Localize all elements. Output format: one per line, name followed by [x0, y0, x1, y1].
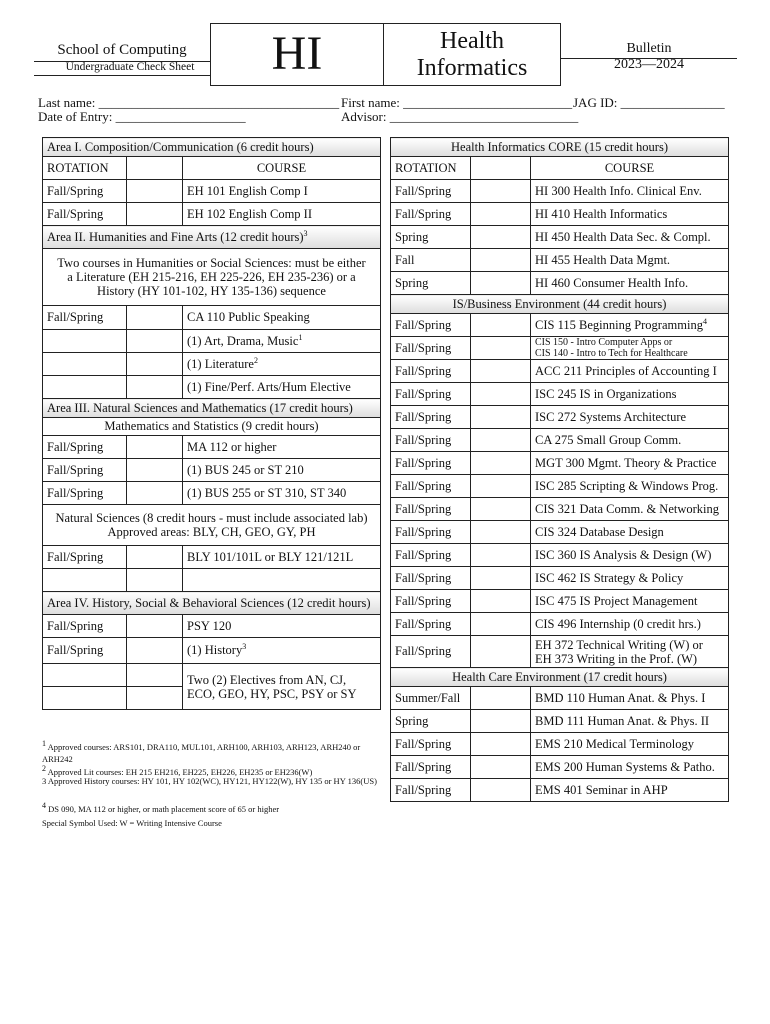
rotation-cell [43, 376, 127, 399]
course-cell: ISC 245 IS in Organizations [531, 383, 729, 406]
footnote-4 [42, 800, 377, 815]
footnote-marker: 3 [242, 642, 247, 652]
grade-cell[interactable] [127, 330, 183, 353]
area-3-header: Area III. Natural Sciences and Mathematics (17 credit hours) [43, 399, 381, 418]
area-4-header: Area IV. History, Social & Behavioral Sciences (12 credit hours) [43, 592, 381, 615]
course-cell: CIS 496 Internship (0 credit hrs.) [531, 613, 729, 636]
rotation-cell: Fall/Spring [43, 436, 127, 459]
rotation-cell: Fall/Spring [391, 636, 471, 668]
grade-cell[interactable] [471, 544, 531, 567]
core-header: Health Informatics CORE (15 credit hours) [391, 138, 729, 157]
program-title [384, 23, 561, 86]
grade-cell[interactable] [471, 337, 531, 360]
jag-id-field[interactable]: JAG ID: ________________ [573, 95, 725, 110]
major-requirements-table [390, 137, 729, 802]
course-cell: EMS 200 Human Systems & Patho. [531, 756, 729, 779]
bulletin-years: 2023—2024 [614, 57, 684, 72]
grade-cell[interactable] [127, 203, 183, 226]
rotation-cell: Fall/Spring [391, 779, 471, 802]
grade-cell[interactable] [127, 436, 183, 459]
course-cell [531, 636, 729, 668]
course-text: CIS 115 Beginning Programming [535, 318, 703, 333]
area-1-header: Area I. Composition/Communication (6 credit hours) [43, 138, 381, 157]
rotation-cell: Fall [391, 249, 471, 272]
course-cell: ISC 285 Scripting & Windows Prog. [531, 475, 729, 498]
bulletin-label: Bulletin [626, 41, 672, 56]
course-cell [183, 330, 381, 353]
grade-cell[interactable] [127, 376, 183, 399]
rotation-cell: Fall/Spring [391, 521, 471, 544]
course-cell: ISC 272 Systems Architecture [531, 406, 729, 429]
course-text: (1) Literature [187, 357, 254, 372]
course-cell: CA 275 Small Group Comm. [531, 429, 729, 452]
course-cell: (1) BUS 255 or ST 310, ST 340 [183, 482, 381, 505]
rotation-cell: Fall/Spring [391, 544, 471, 567]
grade-cell[interactable] [127, 638, 183, 664]
course-text: (1) History [187, 643, 243, 658]
footnote-1 [42, 738, 377, 765]
grade-cell[interactable] [127, 482, 183, 505]
grade-cell[interactable] [127, 353, 183, 376]
check-column-header [471, 157, 531, 180]
rotation-cell: Fall/Spring [391, 567, 471, 590]
course-cell: (1) Fine/Perf. Arts/Hum Elective [183, 376, 381, 399]
course-cell: HI 450 Health Data Sec. & Compl. [531, 226, 729, 249]
course-cell: CIS 321 Data Comm. & Networking [531, 498, 729, 521]
course-cell: HI 300 Health Info. Clinical Env. [531, 180, 729, 203]
course-cell: CIS 324 Database Design [531, 521, 729, 544]
rotation-cell: Fall/Spring [43, 180, 127, 203]
grade-cell[interactable] [471, 756, 531, 779]
course-cell: HI 455 Health Data Mgmt. [531, 249, 729, 272]
check-column-header [127, 157, 183, 180]
course-cell [183, 569, 381, 592]
grade-cell[interactable] [471, 567, 531, 590]
grade-cell[interactable] [471, 521, 531, 544]
course-cell [531, 337, 729, 360]
course-cell: HI 460 Consumer Health Info. [531, 272, 729, 295]
grade-cell[interactable] [127, 306, 183, 330]
rotation-cell: Fall/Spring [391, 429, 471, 452]
area-2-note: Two courses in Humanities or Social Sciences: must be either a Literature (EH 215-216, EH 225-226, EH 235-236) or a History (HY 101-102, HY 135-136) sequence [43, 249, 381, 306]
rotation-header: ROTATION [391, 157, 471, 180]
rotation-cell: Fall/Spring [43, 615, 127, 638]
electives-cell: Two (2) Electives from AN, CJ, ECO, GEO, HY, PSC, PSY or SY [183, 664, 381, 710]
rotation-cell: Fall/Spring [43, 306, 127, 330]
rotation-cell: Spring [391, 710, 471, 733]
rotation-cell [43, 664, 127, 687]
is-business-header: IS/Business Environment (44 credit hours) [391, 295, 729, 314]
rotation-cell: Fall/Spring [391, 383, 471, 406]
footnote-text: Approved courses: ARS101, DRA110, MUL101, ARH100, ARH103, ARH123, ARH240 or ARH242 [42, 741, 361, 764]
rotation-cell: Fall/Spring [391, 203, 471, 226]
area-2-header [43, 226, 381, 249]
course-cell: ISC 475 IS Project Management [531, 590, 729, 613]
course-cell: EMS 401 Seminar in AHP [531, 779, 729, 802]
rotation-cell: Spring [391, 272, 471, 295]
natural-sciences-note-line1: Natural Sciences (8 credit hours - must include associated lab) [55, 511, 368, 525]
rotation-cell: Fall/Spring [43, 482, 127, 505]
rotation-cell: Fall/Spring [43, 459, 127, 482]
grade-cell[interactable] [127, 546, 183, 569]
course-header: COURSE [531, 157, 729, 180]
rotation-cell: Fall/Spring [391, 733, 471, 756]
rotation-cell: Summer/Fall [391, 687, 471, 710]
footnote-3: 3 Approved History courses: HY 101, HY 102(WC), HY121, HY122(W), HY 135 or HY 136(US) [42, 776, 377, 786]
rotation-cell: Fall/Spring [391, 452, 471, 475]
footnote-text: Approved Lit courses: EH 215 EH216, EH225, EH226, EH235 or EH236(W) [46, 766, 313, 777]
grade-cell[interactable] [471, 733, 531, 756]
grade-cell[interactable] [471, 429, 531, 452]
course-cell: ISC 360 IS Analysis & Design (W) [531, 544, 729, 567]
rotation-cell: Spring [391, 226, 471, 249]
rotation-cell [43, 330, 127, 353]
grade-cell[interactable] [471, 779, 531, 802]
footnote-text: DS 090, MA 112 or higher, or math placement score of 65 or higher [46, 803, 280, 814]
rotation-cell [43, 687, 127, 710]
course-cell: HI 410 Health Informatics [531, 203, 729, 226]
course-text: CIS 150 - Intro Computer Apps or [535, 337, 673, 348]
course-header: COURSE [183, 157, 381, 180]
rotation-header: ROTATION [43, 157, 127, 180]
health-care-header: Health Care Environment (17 credit hours) [391, 668, 729, 687]
course-cell: BMD 111 Human Anat. & Phys. II [531, 710, 729, 733]
grade-cell[interactable] [471, 475, 531, 498]
course-cell: EH 102 English Comp II [183, 203, 381, 226]
rotation-cell: Fall/Spring [391, 613, 471, 636]
natural-sciences-note-line2: Approved areas: BLY, CH, GEO, GY, PH [107, 525, 316, 539]
grade-cell[interactable] [127, 687, 183, 710]
footnote-marker: 2 [42, 764, 46, 773]
advisor-field[interactable]: Advisor: _____________________________ [341, 109, 579, 124]
course-cell: BMD 110 Human Anat. & Phys. I [531, 687, 729, 710]
footnote-marker: 2 [253, 355, 258, 365]
rotation-cell: Fall/Spring [391, 756, 471, 779]
course-text: EH 372 Technical Writing (W) or [535, 637, 703, 652]
rotation-cell [43, 569, 127, 592]
divider [34, 75, 210, 76]
course-cell: EMS 210 Medical Terminology [531, 733, 729, 756]
rotation-cell: Fall/Spring [391, 360, 471, 383]
grade-cell[interactable] [471, 687, 531, 710]
school-name: School of Computing [57, 42, 187, 58]
bulletin [561, 41, 737, 73]
grade-cell[interactable] [127, 664, 183, 687]
general-education-table [42, 137, 381, 710]
rotation-cell: Fall/Spring [391, 314, 471, 337]
course-cell: (1) BUS 245 or ST 210 [183, 459, 381, 482]
grade-cell[interactable] [471, 383, 531, 406]
course-cell [183, 638, 381, 664]
course-text: (1) Art, Drama, Music [187, 334, 299, 349]
footnote-marker: 3 [303, 228, 308, 238]
check-sheet-subtitle: Undergraduate Check Sheet [65, 61, 195, 73]
area-3-subheader: Mathematics and Statistics (9 credit hours) [43, 418, 381, 436]
grade-cell[interactable] [127, 459, 183, 482]
grade-cell[interactable] [471, 498, 531, 521]
rotation-cell: Fall/Spring [43, 203, 127, 226]
course-cell: EH 101 English Comp I [183, 180, 381, 203]
rotation-cell: Fall/Spring [391, 337, 471, 360]
grade-cell[interactable] [471, 249, 531, 272]
rotation-cell: Fall/Spring [43, 638, 127, 664]
grade-cell[interactable] [127, 180, 183, 203]
rotation-cell: Fall/Spring [391, 180, 471, 203]
course-text-alt: CIS 140 - Intro to Tech for Healthcare [535, 348, 688, 359]
course-cell: BLY 101/101L or BLY 121/121L [183, 546, 381, 569]
first-name-field[interactable]: First name: __________________________ [341, 95, 573, 110]
grade-cell[interactable] [471, 226, 531, 249]
footnote-marker: 1 [42, 739, 46, 748]
grade-cell[interactable] [471, 314, 531, 337]
course-cell [183, 353, 381, 376]
grade-cell[interactable] [471, 452, 531, 475]
rotation-cell: Fall/Spring [391, 498, 471, 521]
grade-cell[interactable] [471, 590, 531, 613]
grade-cell[interactable] [471, 636, 531, 668]
program-title-text: Health Informatics [416, 28, 528, 81]
grade-cell[interactable] [471, 710, 531, 733]
footnote-marker: 1 [298, 332, 303, 342]
grade-cell[interactable] [471, 180, 531, 203]
course-cell: ISC 462 IS Strategy & Policy [531, 567, 729, 590]
rotation-cell [43, 353, 127, 376]
grade-cell[interactable] [471, 360, 531, 383]
course-cell [531, 314, 729, 337]
course-cell: MA 112 or higher [183, 436, 381, 459]
grade-cell[interactable] [471, 203, 531, 226]
special-symbol-note: Special Symbol Used: W = Writing Intensive Course [42, 818, 222, 828]
grade-cell[interactable] [471, 613, 531, 636]
rotation-cell: Fall/Spring [391, 406, 471, 429]
rotation-cell: Fall/Spring [391, 475, 471, 498]
grade-cell[interactable] [127, 615, 183, 638]
area-2-title: Area II. Humanities and Fine Arts (12 credit hours) [47, 230, 304, 245]
natural-sciences-note [43, 505, 381, 546]
course-text-alt: EH 373 Writing in the Prof. (W) [535, 651, 698, 666]
rotation-cell: Fall/Spring [43, 546, 127, 569]
grade-cell[interactable] [471, 406, 531, 429]
course-cell: PSY 120 [183, 615, 381, 638]
footnote-marker: 4 [702, 316, 707, 326]
grade-cell[interactable] [127, 569, 183, 592]
divider [561, 58, 737, 59]
program-code: HI [210, 23, 384, 86]
grade-cell[interactable] [471, 272, 531, 295]
course-cell: MGT 300 Mgmt. Theory & Practice [531, 452, 729, 475]
rotation-cell: Fall/Spring [391, 590, 471, 613]
last-name-field[interactable]: Last name: _____________________________________ [38, 95, 340, 110]
course-cell: CA 110 Public Speaking [183, 306, 381, 330]
footnote-marker: 4 [42, 801, 46, 810]
date-of-entry-field[interactable]: Date of Entry: ____________________ [38, 109, 246, 124]
course-cell: ACC 211 Principles of Accounting I [531, 360, 729, 383]
